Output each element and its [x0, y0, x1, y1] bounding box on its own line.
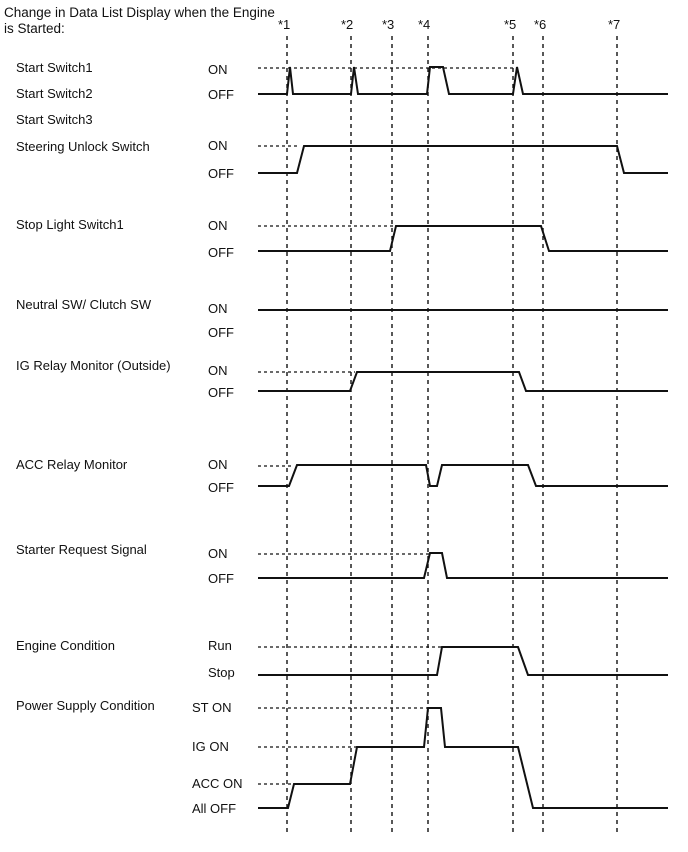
- signal-name-power-supply: Power Supply Condition: [16, 698, 155, 713]
- signal-name-start-switch-1: Start Switch1: [16, 60, 93, 75]
- waveforms: [258, 67, 668, 808]
- signal-name-stop-light: Stop Light Switch1: [16, 217, 124, 232]
- state-label-steering-on: ON: [208, 138, 228, 153]
- signal-name-start-switch-3: Start Switch3: [16, 112, 93, 127]
- event-label-6: *6: [534, 17, 547, 32]
- waveform-stop-light: [258, 226, 668, 251]
- state-label-stop-light-off: OFF: [208, 245, 234, 260]
- reference-levels: [258, 68, 518, 784]
- signal-name-engine-condition: Engine Condition: [16, 638, 116, 653]
- state-label-ig-off: OFF: [208, 385, 234, 400]
- event-label-7: *7: [608, 17, 621, 32]
- state-label-start-off: OFF: [208, 87, 234, 102]
- diagram-title-line-2: is Started:: [4, 21, 65, 36]
- state-label-stop-light-on: ON: [208, 218, 228, 233]
- state-label-start-on: ON: [208, 62, 228, 77]
- event-markers: [278, 17, 620, 832]
- diagram-title-line-1: Change in Data List Display when the Engine: [4, 5, 275, 20]
- waveform-start-switch: [258, 67, 668, 94]
- signal-name-acc-relay: ACC Relay Monitor: [16, 457, 128, 472]
- event-label-3: *3: [382, 17, 395, 32]
- state-label-neutral-off: OFF: [208, 325, 234, 340]
- state-label-starter-on: ON: [208, 546, 228, 561]
- signal-name-ig-relay: IG Relay Monitor (Outside): [16, 358, 171, 373]
- signal-name-steering-unlock: Steering Unlock Switch: [16, 139, 150, 154]
- state-label-starter-off: OFF: [208, 571, 234, 586]
- waveform-ig-relay: [258, 372, 668, 391]
- state-label-acc-on: ON: [208, 457, 228, 472]
- state-label-run: Run: [208, 638, 232, 653]
- signal-name-start-switch-2: Start Switch2: [16, 86, 93, 101]
- waveform-starter-request: [258, 553, 668, 578]
- signal-name-starter-request: Starter Request Signal: [16, 542, 147, 557]
- event-label-2: *2: [341, 17, 354, 32]
- event-label-4: *4: [418, 17, 431, 32]
- state-labels: [192, 62, 243, 816]
- waveform-engine-condition: [258, 647, 668, 675]
- waveform-power-supply: [258, 708, 668, 808]
- signal-names: [16, 60, 171, 713]
- state-label-ig-on: ON: [208, 363, 228, 378]
- state-label-ig-on-power: IG ON: [192, 739, 229, 754]
- state-label-stop: Stop: [208, 665, 235, 680]
- waveform-acc-relay: [258, 465, 668, 486]
- signal-name-neutral: Neutral SW/ Clutch SW: [16, 297, 152, 312]
- state-label-acc-off: OFF: [208, 480, 234, 495]
- state-label-steering-off: OFF: [208, 166, 234, 181]
- state-label-st-on: ST ON: [192, 700, 232, 715]
- event-label-1: *1: [278, 17, 291, 32]
- state-label-all-off: All OFF: [192, 801, 237, 816]
- state-label-acc-on-power: ACC ON: [192, 776, 243, 791]
- waveform-steering-unlock: [258, 146, 668, 173]
- state-label-neutral-on: ON: [208, 301, 228, 316]
- event-label-5: *5: [504, 17, 517, 32]
